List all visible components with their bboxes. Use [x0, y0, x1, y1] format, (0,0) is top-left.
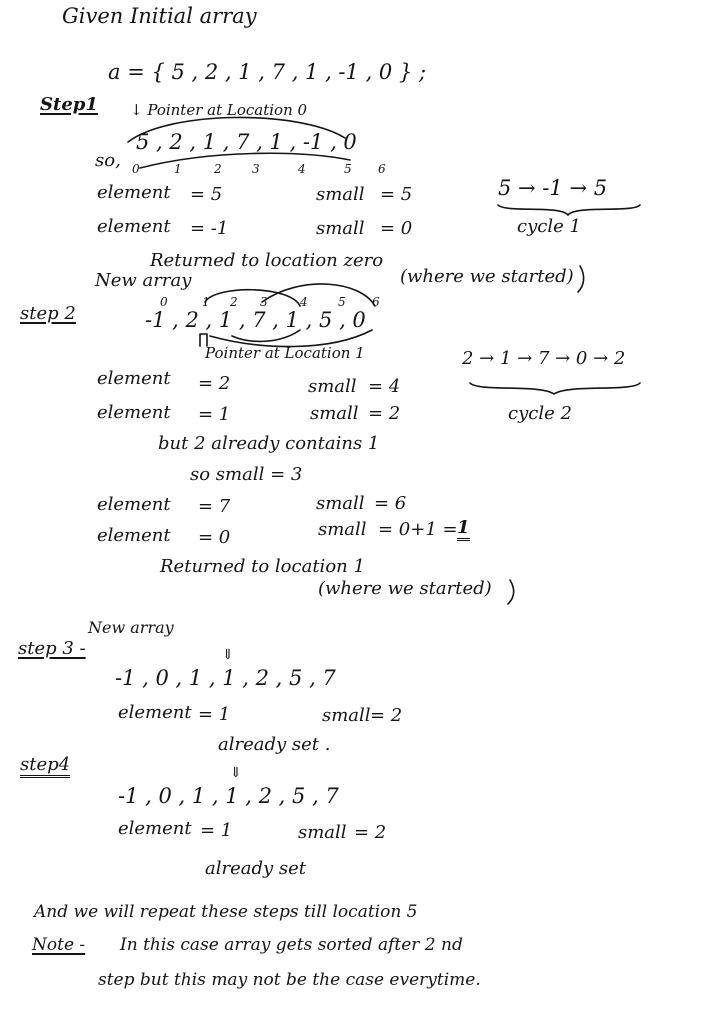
element-label: element [97, 525, 171, 546]
element-value: = 2 [198, 373, 231, 394]
footer-line-2: In this case array gets sorted after 2 nd [120, 935, 463, 955]
cycle-arc [210, 330, 372, 347]
small-label: small [298, 822, 347, 843]
element-label: element [97, 182, 171, 203]
step2-where-started: (where we started) [318, 578, 492, 599]
index-label: 2 [214, 162, 222, 176]
index-label: 4 [298, 162, 306, 176]
step2-returned: Returned to location 1 [160, 556, 365, 577]
step4-array: -1 , 0 , 1 , 1 , 2 , 5 , 7 [118, 784, 339, 808]
small-value: = 2 [368, 403, 401, 424]
element-value: = 5 [190, 184, 223, 205]
step3-already-set: already set . [218, 734, 331, 755]
cycle2-expression: 2 → 1 → 7 → 0 → 2 [462, 348, 626, 369]
step4-already-set: already set [205, 858, 307, 879]
page-title: Given Initial array [62, 4, 257, 28]
cycle1-expression: 5 → -1 → 5 [498, 176, 608, 200]
small-value: = 6 [374, 493, 407, 514]
step1-where-started: (where we started) [400, 266, 574, 287]
down-arrow-icon: ⇓ [230, 765, 242, 781]
note-label: Note - [32, 935, 86, 955]
cycle-arc [140, 153, 350, 168]
step1-pointer-note: ↓ Pointer at Location 0 [130, 101, 308, 119]
element-value: = 1 [198, 704, 231, 725]
element-label: element [97, 494, 171, 515]
step1-array: 5 , 2 , 1 , 7 , 1 , -1 , 0 [136, 130, 357, 154]
element-label: element [118, 702, 192, 723]
small-label: small [322, 705, 371, 726]
arrow-stroke [508, 580, 514, 604]
cycle2-label: cycle 2 [508, 403, 572, 424]
index-label: 3 [260, 295, 268, 309]
index-label: 5 [338, 295, 346, 309]
cycle1-label: cycle 1 [517, 216, 581, 237]
element-label: element [118, 818, 192, 839]
down-arrow-icon: ⇓ [222, 647, 234, 663]
step1-so-label: so, [95, 150, 121, 171]
index-label: 5 [344, 162, 352, 176]
footer-line-1: And we will repeat these steps till location 5 [34, 902, 418, 922]
index-label: 0 [132, 162, 140, 176]
small-label: small [316, 493, 365, 514]
small-label: small [310, 403, 359, 424]
small-label: small [318, 519, 367, 540]
step2-pointer-note: Pointer at Location 1 [205, 344, 365, 362]
array-declaration: a = { 5 , 2 , 1 , 7 , 1 , -1 , 0 } ; [108, 60, 427, 84]
small-value: = 2 [354, 822, 387, 843]
cycle-arc [232, 330, 300, 341]
index-label: 3 [252, 162, 260, 176]
step1-returned: Returned to location zero [150, 250, 384, 271]
small-value: = 5 [380, 184, 413, 205]
pointer-marker [200, 334, 207, 346]
curly-brace [470, 383, 640, 394]
index-label: 2 [230, 295, 238, 309]
small-label: small [308, 376, 357, 397]
element-label: element [97, 368, 171, 389]
step2-but-note: but 2 already contains 1 [158, 433, 380, 454]
step3-array: -1 , 0 , 1 , 1 , 2 , 5 , 7 [115, 666, 336, 690]
element-label: element [97, 216, 171, 237]
small-label: small [316, 184, 365, 205]
small-value: = 2 [370, 705, 403, 726]
step3-label: step 3 - [18, 638, 86, 659]
small-value: = 0+1 = [378, 519, 458, 540]
small-result: 1 [457, 519, 470, 541]
element-value: = 1 [200, 820, 233, 841]
index-label: 6 [378, 162, 386, 176]
step2-label: step 2 [20, 303, 76, 324]
element-label: element [97, 402, 171, 423]
index-label: 4 [300, 295, 308, 309]
step2-array: -1 , 2 , 1 , 7 , 1 , 5 , 0 [145, 308, 366, 332]
step3-new-array-label: New array [88, 618, 174, 637]
index-label: 1 [202, 295, 210, 309]
step1-label: Step1 [40, 94, 98, 115]
footer-line-3: step but this may not be the case everytime. [98, 970, 481, 990]
element-value: = 1 [198, 404, 231, 425]
index-label: 6 [372, 295, 380, 309]
cycle-arc [260, 284, 375, 309]
cycle-arc [205, 290, 300, 309]
step2-new-array-label: New array [95, 270, 192, 291]
small-value: = 4 [368, 376, 401, 397]
step4-label: step4 [20, 756, 70, 778]
element-value: = 0 [198, 527, 231, 548]
cycle-arc [128, 117, 345, 142]
curly-brace [498, 205, 640, 215]
small-value: = 0 [380, 218, 413, 239]
index-label: 1 [174, 162, 182, 176]
element-value: = -1 [190, 218, 229, 239]
arrow-stroke [578, 266, 584, 292]
element-value: = 7 [198, 496, 231, 517]
small-label: small [316, 218, 365, 239]
step2-so-small: so small = 3 [190, 464, 303, 485]
index-label: 0 [160, 295, 168, 309]
